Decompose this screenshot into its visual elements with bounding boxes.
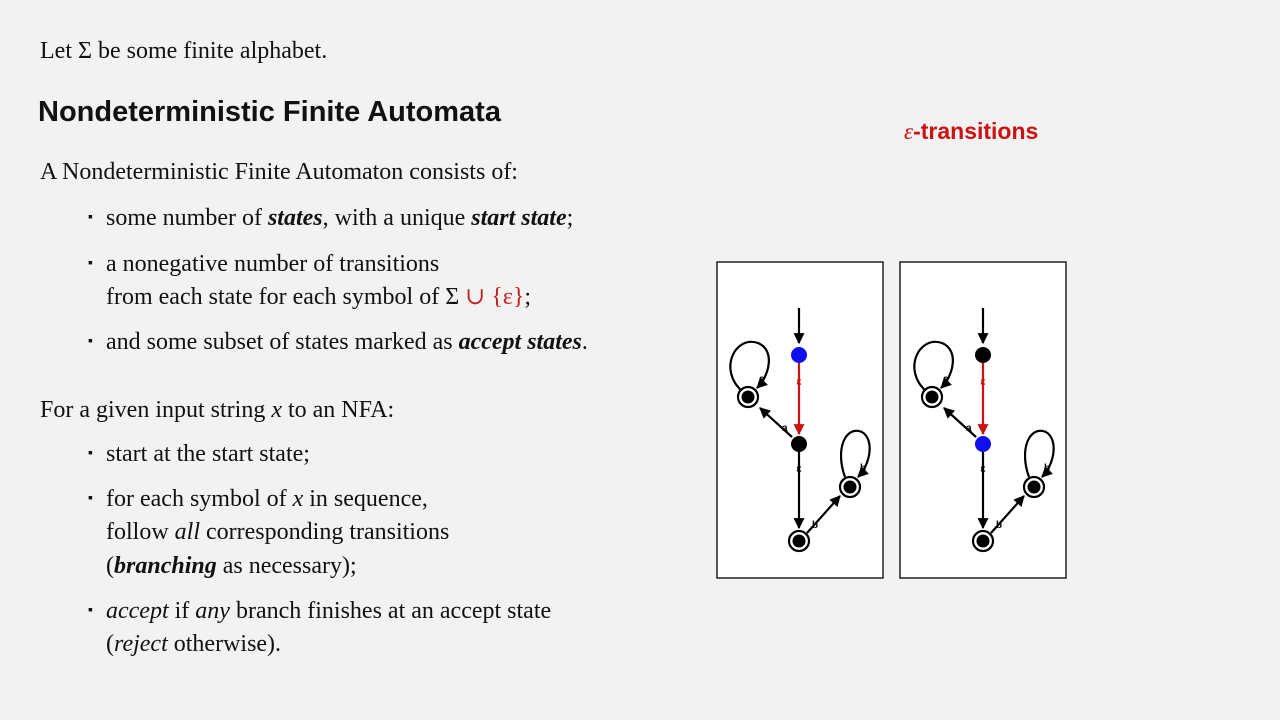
accept-state-inner (742, 391, 755, 404)
start-state-term: start state (471, 205, 567, 231)
definition-bullet-transitions-2 (106, 283, 531, 311)
text: branch finishes at an accept state (229, 598, 552, 624)
text: follow (106, 519, 169, 545)
b-loop-label: b (860, 463, 867, 474)
nfa-panel-2 (900, 262, 1066, 578)
bullet-marker: ▪ (88, 446, 93, 461)
text: some number of (106, 205, 268, 231)
bullet-marker: ▪ (88, 210, 93, 225)
a-loop-label: a (943, 374, 949, 385)
bullet-marker: ▪ (88, 491, 93, 506)
epsilon-symbol: ε (904, 119, 914, 144)
text: for each symbol of (106, 486, 287, 512)
bullet-marker: ▪ (88, 256, 93, 271)
heading-text: -transitions (913, 118, 1039, 144)
text: from each state for each symbol of Σ (106, 284, 460, 310)
text: to an NFA: (287, 397, 395, 423)
run-bullet-follow-2 (106, 518, 449, 546)
run-bullet-accept-1 (106, 597, 551, 625)
epsilon-label: ε (980, 376, 986, 388)
sigma-symbol: Σ (77, 38, 92, 64)
accept-state-inner (926, 391, 939, 404)
a-loop-label: a (759, 374, 765, 385)
b-label: b (996, 520, 1003, 531)
bullet-marker: ▪ (88, 334, 93, 349)
epsilon-label: ε (796, 376, 802, 388)
epsilon-union: ∪ {ε} (465, 284, 525, 310)
text: if (168, 598, 196, 624)
accept-state-inner (977, 535, 990, 548)
definition-lead: A Nondeterministic Finite Automaton consists of: (40, 159, 518, 185)
intro-prefix: Let (40, 38, 72, 64)
b-loop-label: b (1044, 463, 1051, 474)
text: and some subset of states marked as (106, 329, 459, 355)
reject-term: reject (114, 631, 168, 657)
start-state-active (791, 347, 807, 363)
intro-line (40, 37, 327, 65)
states-term: states (267, 205, 323, 231)
run-bullet-start: start at the start state; (106, 441, 310, 467)
text: ( (106, 553, 114, 579)
a-label: a (782, 423, 788, 434)
any-term: any (195, 598, 230, 624)
nfa-diagrams (700, 250, 1080, 590)
accept-state-inner (844, 481, 857, 494)
start-state (975, 347, 991, 363)
state-active (975, 436, 991, 452)
nfa-panel-1 (717, 262, 883, 578)
epsilon-label: ε (796, 463, 802, 475)
state (791, 436, 807, 452)
a-label: a (966, 423, 972, 434)
text: ; (566, 205, 574, 231)
intro-suffix: be some finite alphabet. (97, 38, 328, 64)
run-lead (40, 396, 394, 424)
text: corresponding transitions (206, 519, 450, 545)
accept-term: accept (106, 598, 169, 624)
run-bullet-follow-1 (106, 485, 428, 513)
branching-term: branching (114, 553, 217, 579)
all-term: all (174, 519, 201, 545)
bullet-marker: ▪ (88, 603, 93, 618)
accept-state-inner (1028, 481, 1041, 494)
epsilon-label: ε (980, 463, 986, 475)
text: ( (106, 631, 114, 657)
text: . (581, 329, 588, 355)
accept-state-inner (793, 535, 806, 548)
definition-bullet-accept (106, 328, 588, 356)
run-bullet-follow-3 (106, 552, 357, 580)
text: as necessary); (222, 553, 357, 579)
page-title: Nondeterministic Finite Automata (38, 96, 501, 128)
text: For a given input string (40, 397, 266, 423)
x-var: x (271, 397, 282, 423)
definition-bullet-states (106, 204, 573, 232)
run-bullet-accept-2 (106, 630, 281, 658)
b-label: b (812, 520, 819, 531)
definition-bullet-transitions-1: a nonegative number of transitions (106, 251, 440, 277)
text: , with a unique (322, 205, 472, 231)
x-var: x (292, 486, 304, 512)
text: otherwise). (167, 631, 282, 657)
epsilon-transitions-heading (904, 118, 1038, 145)
text: in sequence, (309, 486, 428, 512)
text: ; (524, 284, 532, 310)
accept-states-term: accept states (458, 329, 582, 355)
